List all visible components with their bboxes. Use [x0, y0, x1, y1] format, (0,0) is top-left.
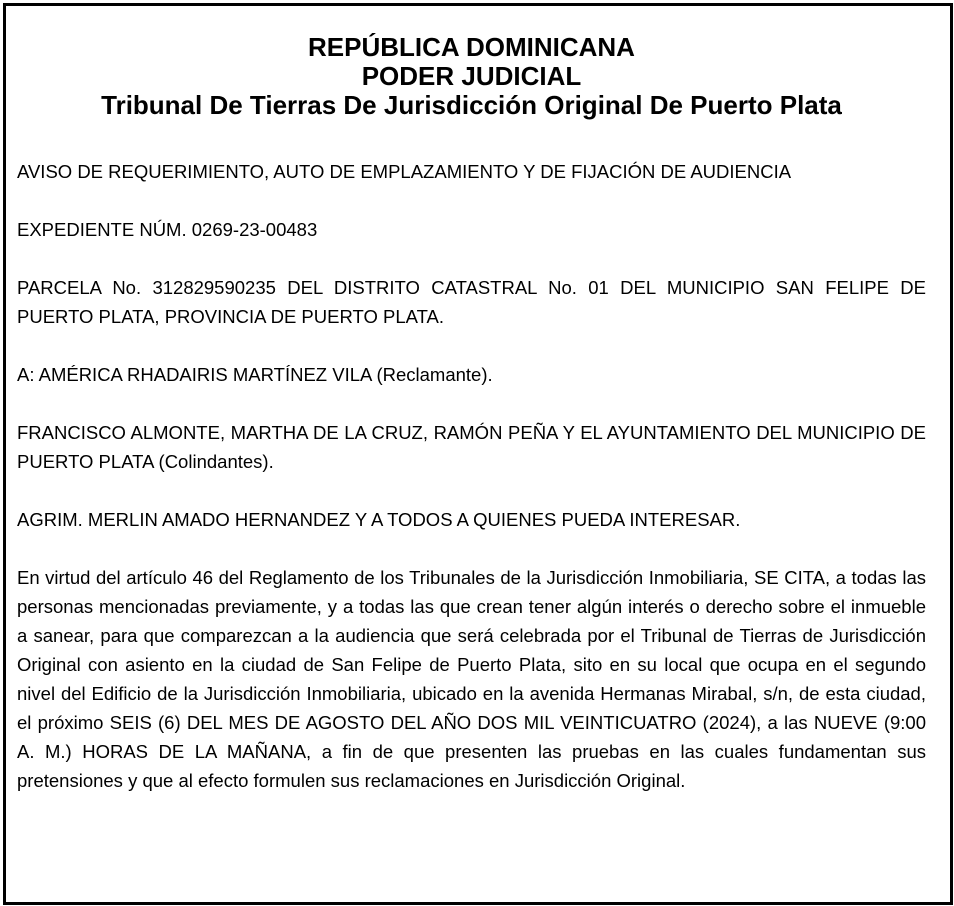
notice-content [17, 33, 926, 795]
citation-body: En virtud del artículo 46 del Reglamento de los Tribunales de la Jurisdicción Inmobiliaria, SE CITA, a todas las personas mencionadas previamente, y a todas las que crean tener algún interés o derecho sobre el inmueble a sanear, para que comparezcan a la audiencia que será celebrada por el Tribunal de Tierras de Jurisdicción Original con asiento en la ciudad de San Felipe de Puerto Plata, sito en su local que ocupa en el segundo nivel del Edificio de la Jurisdicción Inmobiliaria, ubicado en la avenida Hermanas Mirabal, s/n, de esta ciudad, el próximo SEIS (6) DEL MES DE AGOSTO DEL AÑO DOS MIL VEINTICUATRO (2024), a las NUEVE (9:00 A. M.) HORAS DE LA MAÑANA, a fin de que presenten las pruebas en las cuales fundamentan sus pretensiones y que al efecto formulen sus reclamaciones en Jurisdicción Original. [17, 567, 926, 791]
agrimensor-line: AGRIM. MERLIN AMADO HERNANDEZ Y A TODOS A QUIENES PUEDA INTERESAR. [17, 509, 741, 530]
colindantes-line: FRANCISCO ALMONTE, MARTHA DE LA CRUZ, RAMÓN PEÑA Y EL AYUNTAMIENTO DEL MUNICIPIO DE PUERTO PLATA (Colindantes). [17, 422, 926, 472]
header-tribunal: Tribunal De Tierras De Jurisdicción Original De Puerto Plata [101, 90, 842, 120]
header-judiciary: PODER JUDICIAL [361, 61, 582, 91]
notice-header [17, 33, 926, 120]
notice-title: AVISO DE REQUERIMIENTO, AUTO DE EMPLAZAMIENTO Y DE FIJACIÓN DE AUDIENCIA [17, 161, 792, 182]
expediente-number: EXPEDIENTE NÚM. 0269-23-00483 [17, 219, 318, 240]
header-country: REPÚBLICA DOMINICANA [308, 32, 635, 62]
reclamante-line: A: AMÉRICA RHADAIRIS MARTÍNEZ VILA (Reclamante). [17, 364, 493, 385]
parcela-description: PARCELA No. 312829590235 DEL DISTRITO CATASTRAL No. 01 DEL MUNICIPIO SAN FELIPE DE PUERTO PLATA, PROVINCIA DE PUERTO PLATA. [17, 277, 926, 327]
